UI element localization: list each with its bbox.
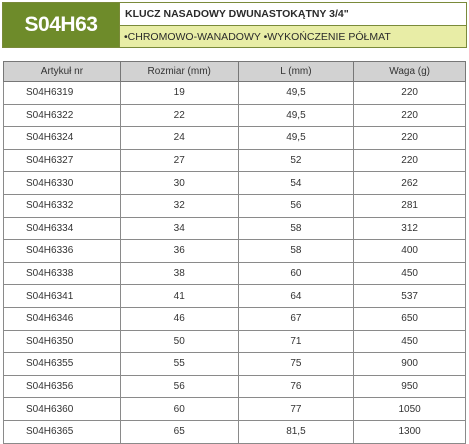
- cell-weight: 450: [354, 262, 466, 285]
- cell-weight: 400: [354, 240, 466, 263]
- table-row: [4, 353, 466, 376]
- cell-length: 75: [238, 353, 354, 376]
- cell-size: 30: [120, 172, 238, 195]
- table-row: [4, 82, 466, 105]
- product-title-block: [120, 3, 466, 47]
- cell-length: 58: [238, 217, 354, 240]
- cell-article: S04H6322: [4, 104, 121, 127]
- cell-size: 41: [120, 285, 238, 308]
- cell-article: S04H6338: [4, 262, 121, 285]
- table-row: [4, 194, 466, 217]
- cell-article: S04H6324: [4, 127, 121, 150]
- cell-length: 49,5: [238, 104, 354, 127]
- table-row: [4, 398, 466, 421]
- product-code: S04H63: [3, 3, 120, 47]
- cell-length: 49,5: [238, 82, 354, 105]
- cell-article: S04H6350: [4, 330, 121, 353]
- cell-length: 76: [238, 375, 354, 398]
- table-row: [4, 217, 466, 240]
- product-header: [2, 2, 467, 48]
- cell-weight: 650: [354, 307, 466, 330]
- column-header-size: Rozmiar (mm): [120, 62, 238, 82]
- cell-size: 34: [120, 217, 238, 240]
- cell-weight: 450: [354, 330, 466, 353]
- cell-length: 52: [238, 149, 354, 172]
- cell-article: S04H6360: [4, 398, 121, 421]
- cell-size: 60: [120, 398, 238, 421]
- spec-table: [3, 61, 466, 444]
- column-header-article: Artykuł nr: [4, 62, 121, 82]
- table-row: [4, 285, 466, 308]
- cell-size: 50: [120, 330, 238, 353]
- cell-article: S04H6327: [4, 149, 121, 172]
- cell-weight: 220: [354, 104, 466, 127]
- cell-article: S04H6332: [4, 194, 121, 217]
- cell-article: S04H6330: [4, 172, 121, 195]
- cell-size: 32: [120, 194, 238, 217]
- product-title: KLUCZ NASADOWY DWUNASTOKĄTNY 3/4": [120, 3, 466, 26]
- cell-weight: 220: [354, 127, 466, 150]
- cell-weight: 262: [354, 172, 466, 195]
- cell-length: 54: [238, 172, 354, 195]
- cell-weight: 900: [354, 353, 466, 376]
- table-row: [4, 262, 466, 285]
- cell-weight: 312: [354, 217, 466, 240]
- column-header-length: L (mm): [238, 62, 354, 82]
- cell-weight: 281: [354, 194, 466, 217]
- cell-length: 64: [238, 285, 354, 308]
- cell-size: 36: [120, 240, 238, 263]
- table-row: [4, 149, 466, 172]
- cell-length: 58: [238, 240, 354, 263]
- table-row: [4, 375, 466, 398]
- cell-length: 67: [238, 307, 354, 330]
- cell-weight: 1300: [354, 420, 466, 443]
- cell-size: 65: [120, 420, 238, 443]
- table-row: [4, 172, 466, 195]
- cell-article: S04H6346: [4, 307, 121, 330]
- table-row: [4, 330, 466, 353]
- table-row: [4, 420, 466, 443]
- cell-weight: 950: [354, 375, 466, 398]
- cell-weight: 220: [354, 149, 466, 172]
- cell-size: 38: [120, 262, 238, 285]
- cell-article: S04H6319: [4, 82, 121, 105]
- cell-size: 55: [120, 353, 238, 376]
- table-row: [4, 240, 466, 263]
- column-header-weight: Waga (g): [354, 62, 466, 82]
- cell-size: 56: [120, 375, 238, 398]
- cell-length: 77: [238, 398, 354, 421]
- product-features: •CHROMOWO-WANADOWY •WYKOŃCZENIE PÓŁMAT: [120, 26, 466, 47]
- cell-length: 60: [238, 262, 354, 285]
- cell-article: S04H6355: [4, 353, 121, 376]
- spec-table-body: [4, 82, 466, 444]
- cell-weight: 220: [354, 82, 466, 105]
- cell-weight: 537: [354, 285, 466, 308]
- cell-length: 56: [238, 194, 354, 217]
- cell-size: 46: [120, 307, 238, 330]
- table-row: [4, 104, 466, 127]
- cell-length: 71: [238, 330, 354, 353]
- cell-article: S04H6356: [4, 375, 121, 398]
- cell-article: S04H6334: [4, 217, 121, 240]
- cell-length: 81,5: [238, 420, 354, 443]
- cell-article: S04H6341: [4, 285, 121, 308]
- cell-weight: 1050: [354, 398, 466, 421]
- cell-size: 22: [120, 104, 238, 127]
- table-row: [4, 127, 466, 150]
- cell-size: 27: [120, 149, 238, 172]
- cell-article: S04H6365: [4, 420, 121, 443]
- cell-length: 49,5: [238, 127, 354, 150]
- cell-size: 24: [120, 127, 238, 150]
- cell-size: 19: [120, 82, 238, 105]
- table-row: [4, 307, 466, 330]
- table-header-row: [4, 62, 466, 82]
- cell-article: S04H6336: [4, 240, 121, 263]
